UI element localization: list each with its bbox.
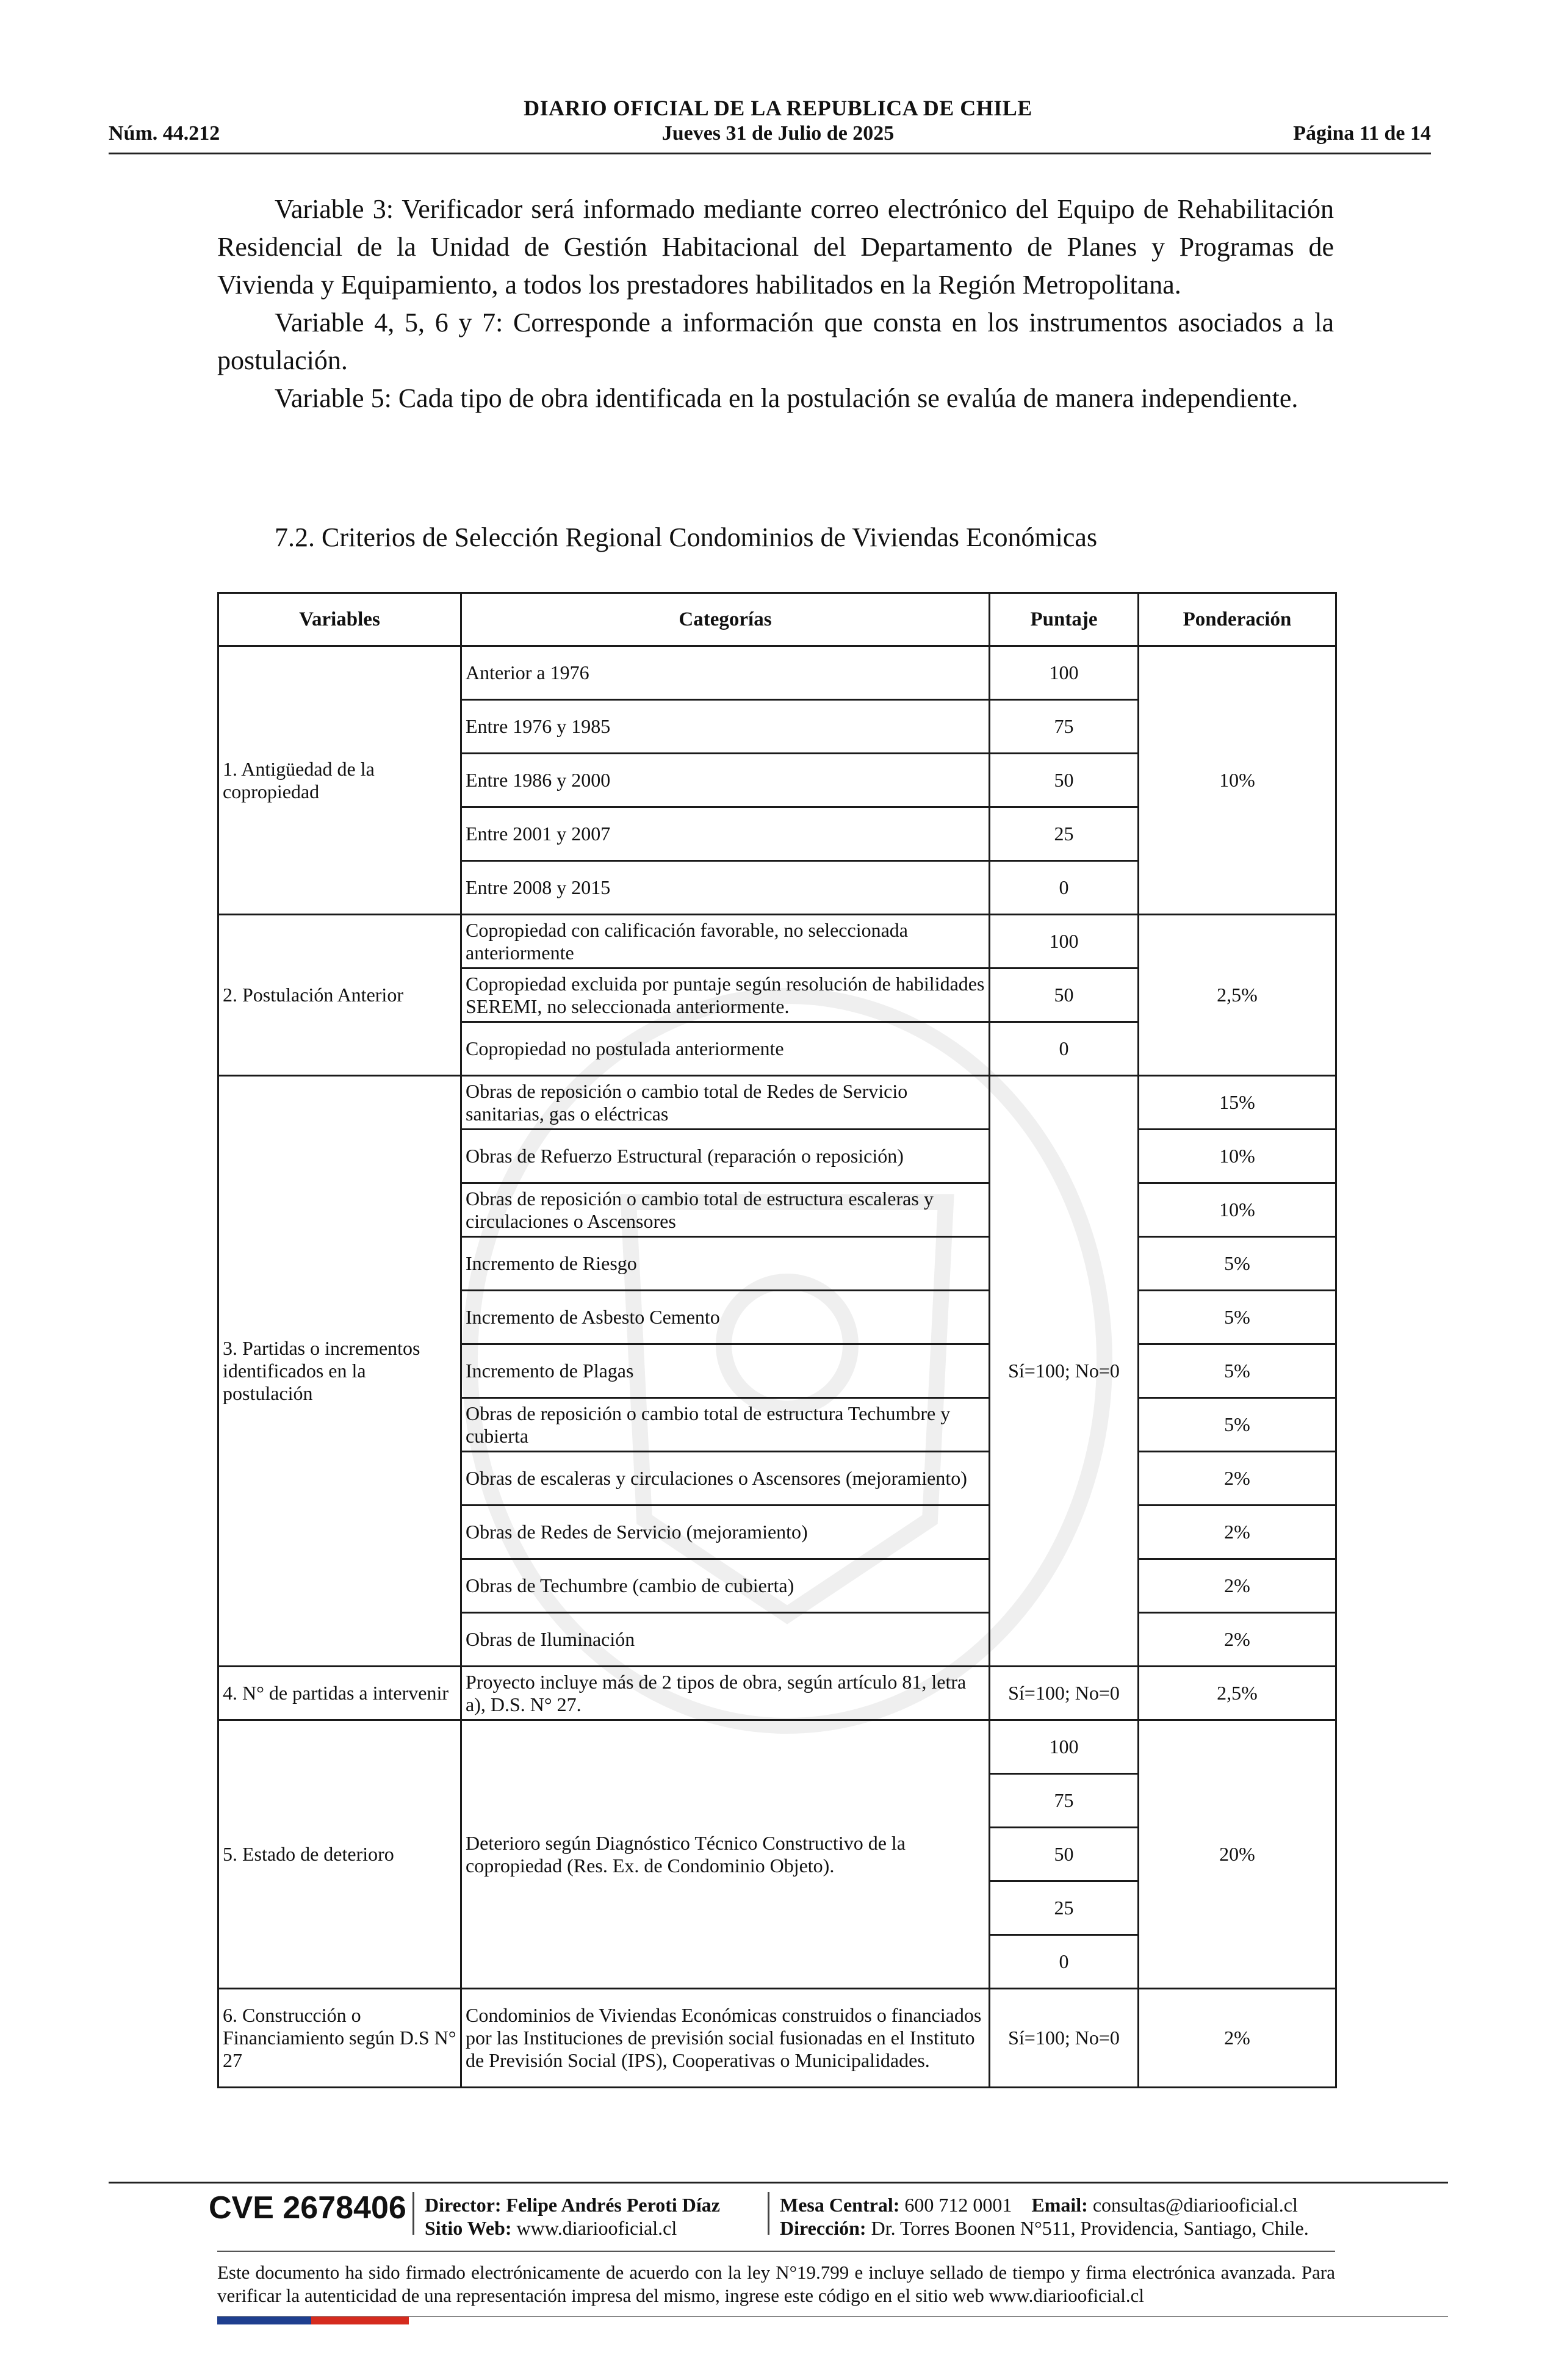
column-header-categories: Categorías [461,593,990,646]
category-cell: Copropiedad excluida por puntaje según resolución de habilidades SEREMI, no seleccionada anteriormente. [461,968,990,1022]
table-row [218,1989,1336,2088]
score-cell: 0 [990,1022,1139,1076]
publication-date: Jueves 31 de Julio de 2025 [661,122,895,145]
category-cell: Incremento de Plagas [461,1344,990,1398]
category-cell: Copropiedad con calificación favorable, no seleccionada anteriormente [461,915,990,968]
publication-title: DIARIO OFICIAL DE LA REPUBLICA DE CHILE [524,96,1032,120]
category-cell: Obras de Redes de Servicio (mejoramiento) [461,1506,990,1559]
footer-separator [412,2192,414,2235]
signature-notice: Este documento ha sido firmado electrónicamente de acuerdo con la ley N°19.799 e incluye sellado de tiempo y firma electrónica avanzada. Para verificar la autenticidad de una representación impresa del mismo, ingrese este código en el sitio web www.diariooficial.cl [217,2262,1335,2306]
score-cell: 0 [990,1935,1139,1989]
issue-number: Núm. 44.212 [109,122,220,145]
address-label: Dirección: [780,2217,866,2239]
flag-stripe-blue [217,2317,311,2324]
selection-criteria-table [217,592,1337,2088]
paragraph-variable-4-7: Variable 4, 5, 6 y 7: Corresponde a información que consta en los instrumentos asociados a la postulación. [217,308,1334,375]
director-name: Felipe Andrés Peroti Díaz [506,2194,720,2216]
cve-code: CVE 2678406 [209,2190,406,2226]
table-row [218,1667,1336,1720]
category-cell: Incremento de Asbesto Cemento [461,1291,990,1344]
weight-cell: 5% [1139,1237,1336,1291]
director-label: Director: [425,2194,502,2216]
variable-name: 2. Postulación Anterior [218,915,461,1076]
column-header-weight: Ponderación [1139,593,1336,646]
score-cell: 100 [990,1720,1139,1774]
category-cell: Obras de Techumbre (cambio de cubierta) [461,1559,990,1613]
weight-cell: 2% [1139,1613,1336,1667]
category-cell: Obras de Refuerzo Estructural (reparación o reposición) [461,1130,990,1183]
header-divider [109,153,1431,154]
weight-cell: 20% [1139,1720,1336,1989]
section-heading: 7.2. Criterios de Selección Regional Condominios de Viviendas Económicas [275,522,1098,552]
weight-cell: 2,5% [1139,915,1336,1076]
weight-cell: 2% [1139,1989,1336,2088]
table-row [218,1720,1336,1774]
flag-stripe-red [311,2317,409,2324]
address-text: Dr. Torres Boonen N°511, Providencia, Santiago, Chile. [871,2217,1309,2239]
score-cell: 50 [990,754,1139,807]
email-link[interactable]: consultas@diariooficial.cl [1092,2194,1298,2216]
score-cell: 25 [990,1881,1139,1935]
footer-director-block [425,2193,720,2240]
category-cell: Obras de reposición o cambio total de estructura escaleras y circulaciones o Ascensores [461,1183,990,1237]
category-cell: Entre 2001 y 2007 [461,807,990,861]
category-cell: Anterior a 1976 [461,646,990,700]
weight-cell: 2% [1139,1506,1336,1559]
category-cell: Entre 2008 y 2015 [461,861,990,915]
weight-cell: 2,5% [1139,1667,1336,1720]
footer-divider [217,2251,1335,2252]
footer-separator [768,2192,769,2235]
weight-cell: 2% [1139,1559,1336,1613]
score-cell: 50 [990,1828,1139,1881]
weight-cell: 5% [1139,1344,1336,1398]
score-cell: 100 [990,646,1139,700]
email-label: Email: [1031,2194,1088,2216]
category-cell: Deterioro según Diagnóstico Técnico Constructivo de la copropiedad (Res. Ex. de Condominio Objeto). [461,1720,990,1989]
category-cell: Obras de Iluminación [461,1613,990,1667]
category-cell: Entre 1976 y 1985 [461,700,990,754]
category-cell: Entre 1986 y 2000 [461,754,990,807]
website-label: Sitio Web: [425,2217,512,2239]
weight-cell: 10% [1139,1130,1336,1183]
paragraph-variable-3: Variable 3: Verificador será informado mediante correo electrónico del Equipo de Rehabilitación Residencial de la Unidad de Gestión Habitacional del Departamento de Planes y Programas de Vivienda y Equipamiento, a todos los prestadores habilitados en la Región Metropolitana. [217,194,1334,300]
category-cell: Obras de escaleras y circulaciones o Ascensores (mejoramiento) [461,1452,990,1506]
category-cell: Incremento de Riesgo [461,1237,990,1291]
score-cell: Sí=100; No=0 [990,1076,1139,1667]
table-row [218,1076,1336,1130]
phone-label: Mesa Central: [780,2194,900,2216]
weight-cell: 15% [1139,1076,1336,1130]
variable-name: 6. Construcción o Financiamiento según D.S N° 27 [218,1989,461,2088]
score-cell: 75 [990,700,1139,754]
weight-cell: 5% [1139,1291,1336,1344]
weight-cell: 10% [1139,646,1336,915]
score-cell: 100 [990,915,1139,968]
category-cell: Condominios de Viviendas Económicas construidos o financiados por las Instituciones de previsión social fusionadas en el Instituto de Previsión Social (IPS), Cooperativas o Municipalidades. [461,1989,990,2088]
phone-number: 600 712 0001 [904,2194,1012,2216]
variable-name: 1. Antigüedad de la copropiedad [218,646,461,915]
website-link[interactable]: www.diariooficial.cl [516,2217,677,2239]
score-cell: 25 [990,807,1139,861]
footer-divider [109,2182,1448,2183]
column-header-variables: Variables [218,593,461,646]
footer-contact-block [780,2193,1309,2240]
weight-cell: 2% [1139,1452,1336,1506]
body-text [217,190,1334,417]
score-cell: 75 [990,1774,1139,1828]
category-cell: Obras de reposición o cambio total de Redes de Servicio sanitarias, gas o eléctricas [461,1076,990,1130]
score-cell: Sí=100; No=0 [990,1989,1139,2088]
column-header-score: Puntaje [990,593,1139,646]
variable-name: 5. Estado de deterioro [218,1720,461,1989]
category-cell: Proyecto incluye más de 2 tipos de obra, según artículo 81, letra a), D.S. N° 27. [461,1667,990,1720]
table-row [218,646,1336,700]
category-cell: Obras de reposición o cambio total de estructura Techumbre y cubierta [461,1398,990,1452]
weight-cell: 10% [1139,1183,1336,1237]
variable-name: 3. Partidas o incrementos identificados en la postulación [218,1076,461,1667]
table-row [218,915,1336,968]
score-cell: 0 [990,861,1139,915]
weight-cell: 5% [1139,1398,1336,1452]
score-cell: 50 [990,968,1139,1022]
variable-name: 4. N° de partidas a intervenir [218,1667,461,1720]
page-number: Página 11 de 14 [1293,122,1431,145]
score-cell: Sí=100; No=0 [990,1667,1139,1720]
category-cell: Copropiedad no postulada anteriormente [461,1022,990,1076]
paragraph-variable-5: Variable 5: Cada tipo de obra identificada en la postulación se evalúa de manera independiente. [275,383,1298,413]
